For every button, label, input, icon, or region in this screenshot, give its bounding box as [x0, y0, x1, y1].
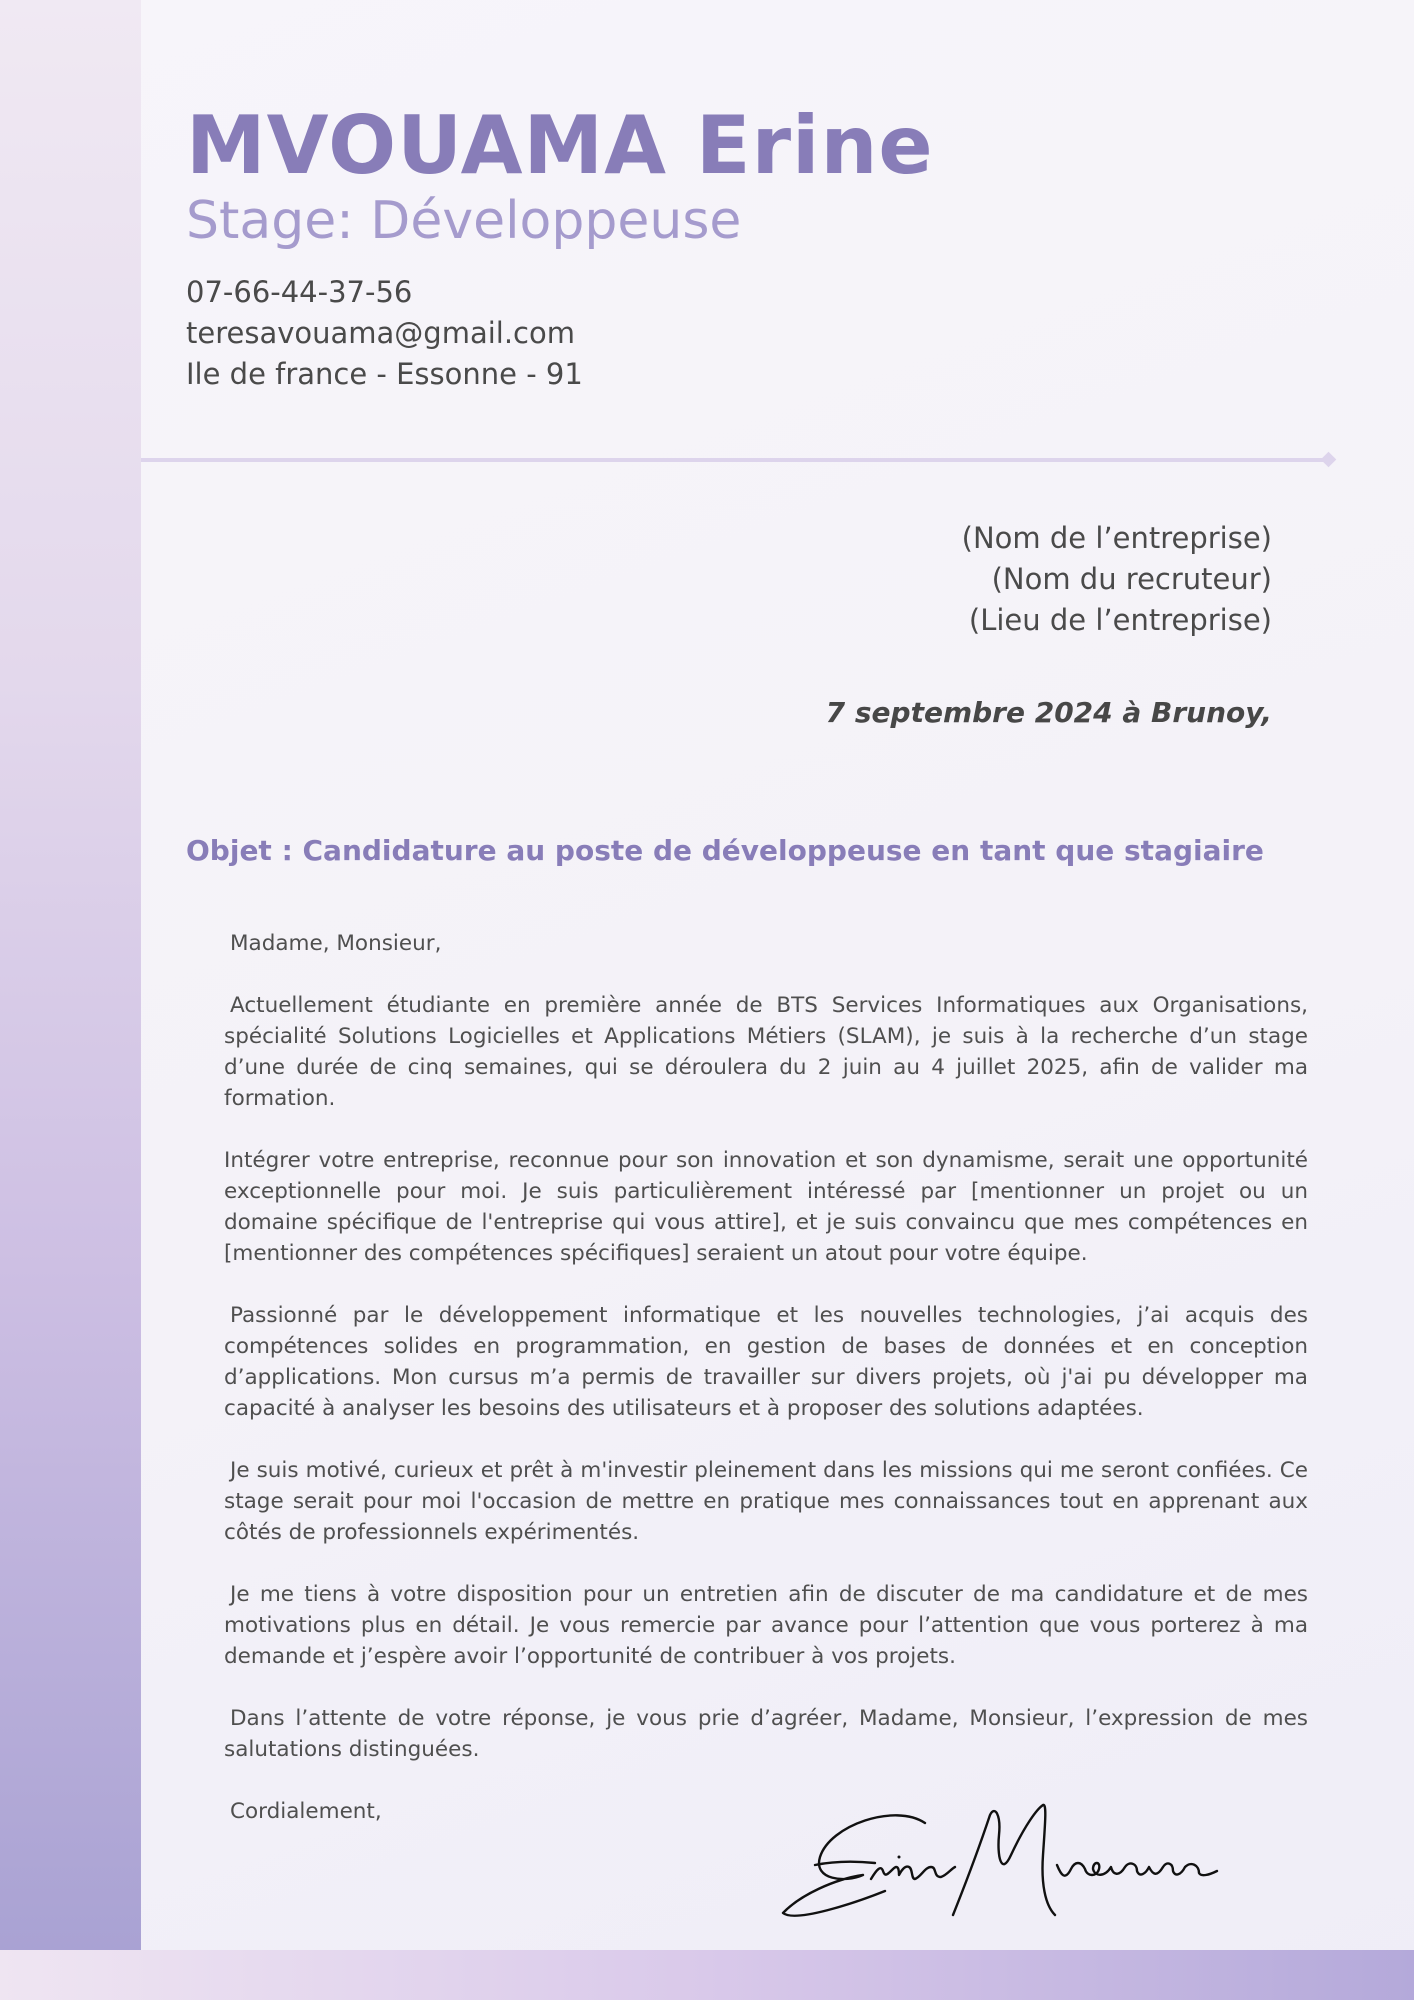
letter-closing: Cordialement, [230, 1799, 382, 1824]
decorative-side-band [0, 0, 141, 1950]
recipient-recruiter: (Nom du recruteur) [991, 562, 1272, 596]
recipient-block [672, 518, 1272, 641]
letter-paragraph: Intégrer votre entreprise, reconnue pour son innovation et son dynamisme, serait une opportunité exceptionnelle pour moi. Je suis particulièrement intéressé par [mentionner un projet ou un domaine spécifique de l'entreprise qui vous attire], et je suis convaincu que mes compétences en [mentionner des compétences spécifiques] seraient un atout pour votre équipe. [224, 1148, 1308, 1266]
letter-paragraph: Dans l’attente de votre réponse, je vous prie d’agréer, Madame, Monsieur, l’expression de mes salutations distinguées. [224, 1706, 1308, 1762]
letter-paragraph: Passionné par le développement informatique et les nouvelles technologies, j’ai acquis des compétences solides en programmation, en gestion de bases de données et en conception d’applications. Mon cursus m’a permis de travailler sur divers projets, où j'ai pu développer ma capacité à analyser les besoins des utilisateurs et à proposer des solutions adaptées. [224, 1303, 1308, 1421]
contact-info [186, 272, 1286, 395]
divider-diamond-ornament [1321, 452, 1337, 468]
header-divider [141, 458, 1329, 462]
contact-location: Ile de france - Essonne - 91 [186, 357, 583, 391]
decorative-bottom-band [0, 1950, 1414, 2000]
letter-paragraph: Actuellement étudiante en première année de BTS Services Informatiques aux Organisations, spécialité Solutions Logicielles et Applications Métiers (SLAM), je suis à la recherche d’un stage d’une durée de cinq semaines, qui se déroulera du 2 juin au 4 juillet 2025, afin de valider ma formation. [224, 993, 1308, 1111]
contact-email: teresavouama@gmail.com [186, 316, 575, 350]
applicant-role: Stage: Développeuse [186, 191, 742, 251]
recipient-company: (Nom de l’entreprise) [961, 521, 1272, 555]
recipient-place: (Lieu de l’entreprise) [968, 603, 1272, 637]
contact-phone: 07-66-44-37-56 [186, 275, 413, 309]
letter-body [224, 928, 1308, 1827]
applicant-name: MVOUAMA Erine [186, 99, 934, 192]
letter-paragraph: Je suis motivé, curieux et prêt à m'investir pleinement dans les missions qui me seront confiées. Ce stage serait pour moi l'occasion de mettre en pratique mes connaissances tout en apprenant aux côtés de professionnels expérimentés. [224, 1458, 1308, 1545]
handwritten-signature [775, 1795, 1245, 1925]
date-line: 7 septembre 2024 à Brunoy, [825, 696, 1272, 729]
letter-subject: Objet : Candidature au poste de développeuse en tant que stagiaire [186, 834, 1264, 867]
letter-header [186, 98, 1286, 395]
letter-paragraph: Je me tiens à votre disposition pour un entretien afin de discuter de ma candidature et de mes motivations plus en détail. Je vous remercie par avance pour l’attention que vous porterez à ma demande et j’espère avoir l’opportunité de contribuer à vos projets. [224, 1582, 1308, 1669]
letter-greeting: Madame, Monsieur, [230, 931, 442, 956]
